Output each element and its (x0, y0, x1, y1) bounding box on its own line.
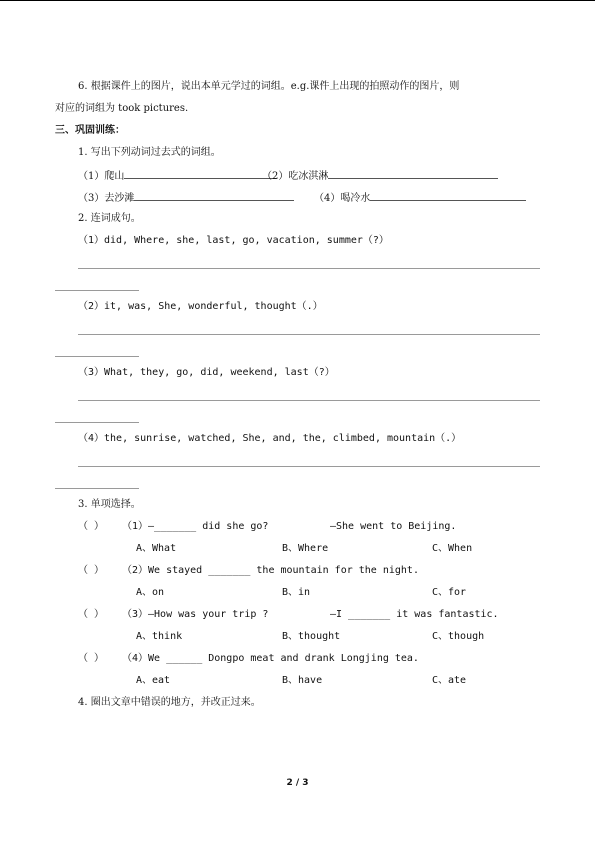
mc-option-c[interactable]: C、for (432, 587, 467, 598)
answer-line-continuation[interactable] (55, 356, 139, 357)
q2-item-1: （1）did, Where, she, last, go, vacation, summer（?） (78, 235, 389, 246)
q1-item-4-label: （4）喝冷水 (314, 193, 371, 204)
top-border (0, 0, 595, 1)
mc-stem: （2）We stayed (122, 565, 209, 576)
mc-option-b[interactable]: B、in (282, 587, 311, 598)
answer-paren[interactable]: （ ） (78, 609, 105, 620)
answer-blank[interactable] (134, 190, 294, 201)
mc-reply-1: —She went to Beijing. (330, 521, 457, 532)
item6-line1: 6. 根据课件上的图片，说出本单元学过的词组。e.g.课件上出现的拍照动作的图片，则 (78, 81, 460, 92)
mc-stem: （3）—How was your trip ? (122, 609, 269, 620)
answer-line-continuation[interactable] (55, 290, 139, 291)
mc-blank: ______ (166, 653, 203, 664)
q2-item-3: （3）What, they, go, did, weekend, last（?） (78, 367, 335, 378)
answer-line[interactable] (78, 268, 540, 269)
q1-item-1-label: （1）爬山 (78, 171, 125, 182)
mc-blank: _______ (208, 565, 251, 576)
answer-line-continuation[interactable] (55, 422, 139, 423)
mc-question-4 (78, 652, 419, 666)
q2-title: 2. 连词成句。 (78, 213, 141, 224)
mc-option-a[interactable]: A、What (136, 543, 177, 554)
q1-title: 1. 写出下列动词过去式的词组。 (78, 147, 221, 158)
item6-line2: 对应的词组为 took pictures. (55, 103, 189, 114)
q1-item-4 (314, 190, 526, 206)
answer-blank[interactable] (370, 190, 526, 201)
answer-paren[interactable]: （ ） (78, 653, 105, 664)
answer-line[interactable] (78, 334, 540, 335)
q4-title: 4. 圈出文章中错误的地方，并改正过来。 (78, 697, 261, 708)
mc-option-c[interactable]: C、When (432, 543, 473, 554)
mc-stem: did she go? (196, 521, 269, 532)
mc-option-c[interactable]: C、ate (432, 675, 467, 686)
mc-question-3 (78, 608, 268, 622)
q1-item-3 (78, 190, 294, 206)
q1-item-1 (78, 168, 276, 184)
answer-line[interactable] (78, 466, 540, 467)
answer-blank[interactable] (328, 168, 498, 179)
mc-blank: _______ (154, 521, 197, 532)
mc-stem: （1）— (122, 521, 155, 532)
mc-option-a[interactable]: A、eat (136, 675, 171, 686)
mc-option-c[interactable]: C、though (432, 631, 485, 642)
mc-option-b[interactable]: B、thought (282, 631, 341, 642)
mc-stem: Dongpo meat and drank Longjing tea. (202, 653, 419, 664)
answer-line-continuation[interactable] (55, 488, 139, 489)
answer-paren[interactable]: （ ） (78, 565, 105, 576)
answer-paren[interactable]: （ ） (78, 521, 105, 532)
q1-item-3-label: （3）去沙滩 (78, 193, 135, 204)
mc-option-b[interactable]: B、Where (282, 543, 329, 554)
mc-question-1 (78, 520, 268, 534)
mc-stem: （4）We (122, 653, 167, 664)
mc-reply-3: —I _______ it was fantastic. (330, 609, 499, 620)
mc-stem: the mountain for the night. (250, 565, 419, 576)
mc-question-2 (78, 564, 419, 578)
section-heading: 三、巩固训练： (55, 125, 125, 136)
answer-blank[interactable] (124, 168, 276, 179)
mc-option-a[interactable]: A、think (136, 631, 183, 642)
q2-item-4: （4）the, sunrise, watched, She, and, the, climbed, mountain（.） (78, 433, 462, 444)
mc-option-a[interactable]: A、on (136, 587, 165, 598)
answer-line[interactable] (78, 400, 540, 401)
q3-title: 3. 单项选择。 (78, 499, 141, 510)
q1-item-2 (262, 168, 498, 184)
mc-option-b[interactable]: B、have (282, 675, 323, 686)
q1-item-2-label: （2）吃冰淇淋 (262, 171, 329, 182)
page-number: 2 / 3 (286, 778, 309, 788)
q2-item-2: （2）it, was, She, wonderful, thought（.） (78, 301, 323, 312)
